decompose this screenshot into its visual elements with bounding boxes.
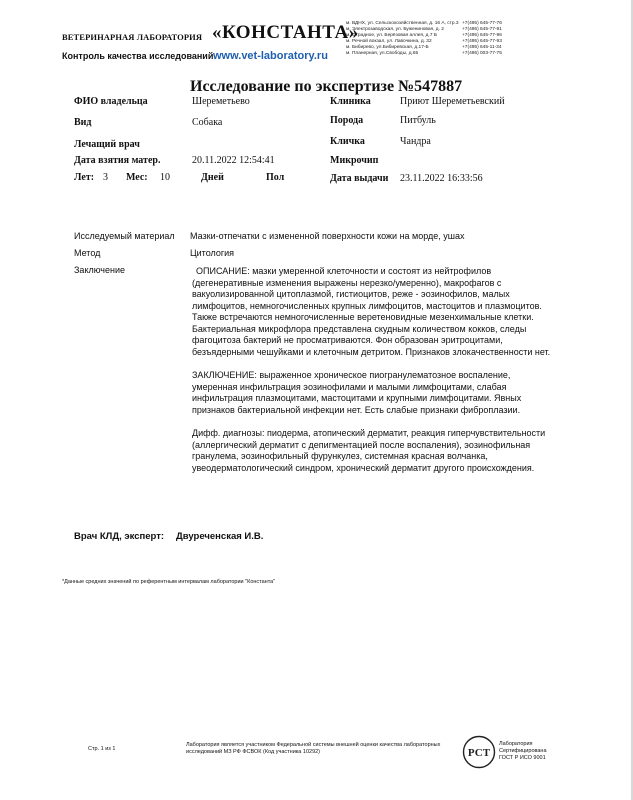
conclusion-text (192, 266, 557, 358)
address-line: м. Электрозаводская, ул. Бужениновая, д. 2 (346, 27, 444, 33)
footer-text: Лаборатория является участником Федеральной системы внешней оценки качества лабораторных исследований МЗ РФ ФСВОК (Код участника 10292) (186, 742, 441, 755)
lab-subtitle: Контроль качества исследований (62, 51, 214, 61)
document-title: Исследование по экспертизе №547887 (190, 78, 463, 95)
conclusion-text-3 (192, 428, 557, 474)
microchip-label: Микрочип (330, 155, 379, 166)
breed-value: Питбуль (400, 115, 436, 126)
address-line: м. Речной вокзал, ул. Лавочкина, д. 32 (346, 39, 432, 45)
certification-logo-icon (462, 735, 496, 774)
phone-line: +7(495) 645-77-76 (462, 21, 502, 26)
sample-date-label: Дата взятия матер. (74, 155, 161, 166)
expert-name: Двуреченская И.В. (176, 531, 264, 542)
method-label: Метод (74, 248, 101, 258)
years-value: 3 (103, 172, 108, 183)
address-line: м. ВДНХ, ул. Сельскохозяйственная, д. 16 А, стр.3 (346, 21, 459, 26)
issue-date-label: Дата выдачи (330, 173, 389, 184)
sample-date-value: 20.11.2022 12:54:41 (192, 155, 275, 166)
lab-brand: «КОНСТАНТА» (212, 22, 359, 43)
address-line: м. Планерная, ул.Свободы, д.65 (346, 51, 419, 57)
months-label: Мес: (126, 172, 148, 183)
species-value: Собака (192, 117, 223, 128)
conclusion-paragraph: ЗАКЛЮЧЕНИЕ: выраженное хроническое пиогранулематозное воспаление, умеренная инфильтрация эозинофилами и малыми лимфоцитами, слабая инфильтрация плазмоцитами, мастоцитами и крупными лимфоцитами. Явных признаков бактериальной инфекции нет. Есть слабые признаки фиброплазии. (192, 370, 522, 415)
page-number: Стр. 1 из 1 (88, 746, 116, 752)
footnote: *Данные средних значений по референтным интервалам лаборатории "Константа" (62, 579, 276, 585)
owner-value: Шереметьево (192, 96, 250, 107)
years-label: Лет: (74, 172, 95, 183)
certification-text (499, 741, 547, 761)
breed-label: Порода (330, 115, 364, 126)
cert-line: Сертифицирована (499, 747, 547, 754)
nickname-label: Кличка (330, 136, 365, 147)
material-label: Исследуемый материал (74, 231, 175, 241)
phone-line: +7(495) 645-77-91 (462, 27, 502, 33)
phone-line: +7(495) 645-77-93 (462, 39, 502, 45)
clinic-value: Приют Шереметьевский (400, 96, 505, 107)
diff-diagnosis-paragraph: Дифф. диагнозы: пиодерма, атопический дерматит, реакция гиперчувствительности (аллергический дерматит с депигментацией после воспаления), эозинофильная гранулема, эозинофильный фурункулез, системная красная волчанка, увеодерматологический синдром, хронический дерматит другого происхождения. (192, 428, 546, 473)
sex-label: Пол (266, 172, 285, 183)
days-label: Дней (201, 172, 224, 183)
description-paragraph: ОПИСАНИЕ: мазки умеренной клеточности и состоят из нейтрофилов (дегенеративные изменения выражены нерезко/умеренно), макрофагов с вакуолизированной цитоплазмой, гистиоцитов, реже - эозинофилов, малых лимфоцитов, немногочисленных крупных лимфоцитов, мастоцитов и плазмоцитов. Также встречаются немногочисленные веретеновидные мезенхимальные клетки. Бактериальная микрофлора представлена скудным количеством кокков, следы фагоцитоза бактерий не просматриваются. Фон образован эритроцитами, безъядерными чешуйками и клеточным детритом. Признаков злокачественности нет. (192, 266, 551, 357)
phone-line: +7(495) 003-77-75 (462, 51, 502, 57)
owner-label: ФИО владельца (74, 96, 148, 107)
method-value: Цитология (190, 248, 235, 258)
doctor-label: Лечащий врач (74, 139, 140, 150)
nickname-value: Чандра (400, 136, 431, 147)
cert-line: ГОСТ Р ИСО 9001 (499, 754, 546, 761)
material-value: Мазки-отпечатки с измененной поверхности кожи на морде, ушах (190, 231, 465, 241)
phone-line: +7(495) 645-77-96 (462, 33, 502, 39)
cert-logo-text: РСТ (467, 747, 491, 759)
address-line: м. Бибирево, ул.Бибиревская, д.17-Б (346, 45, 429, 51)
expert-label: Врач КЛД, эксперт: (74, 531, 165, 542)
phone-list (462, 21, 522, 58)
cert-line: Лаборатория (499, 741, 533, 747)
conclusion-text-2 (192, 370, 557, 416)
conclusion-label: Заключение (74, 265, 125, 275)
clinic-label: Клиника (330, 96, 371, 107)
species-label: Вид (74, 117, 92, 128)
issue-date-value: 23.11.2022 16:33:56 (400, 173, 483, 184)
months-value: 10 (160, 172, 170, 183)
phone-line: +7(495) 645-11-34 (462, 45, 502, 51)
lab-name: ВЕТЕРИНАРНАЯ ЛАБОРАТОРИЯ (62, 32, 203, 42)
lab-url[interactable]: www.vet-laboratory.ru (213, 50, 328, 62)
address-line: м. Отрадное, ул. Берёзовая аллея, д.7 Б (346, 33, 437, 39)
